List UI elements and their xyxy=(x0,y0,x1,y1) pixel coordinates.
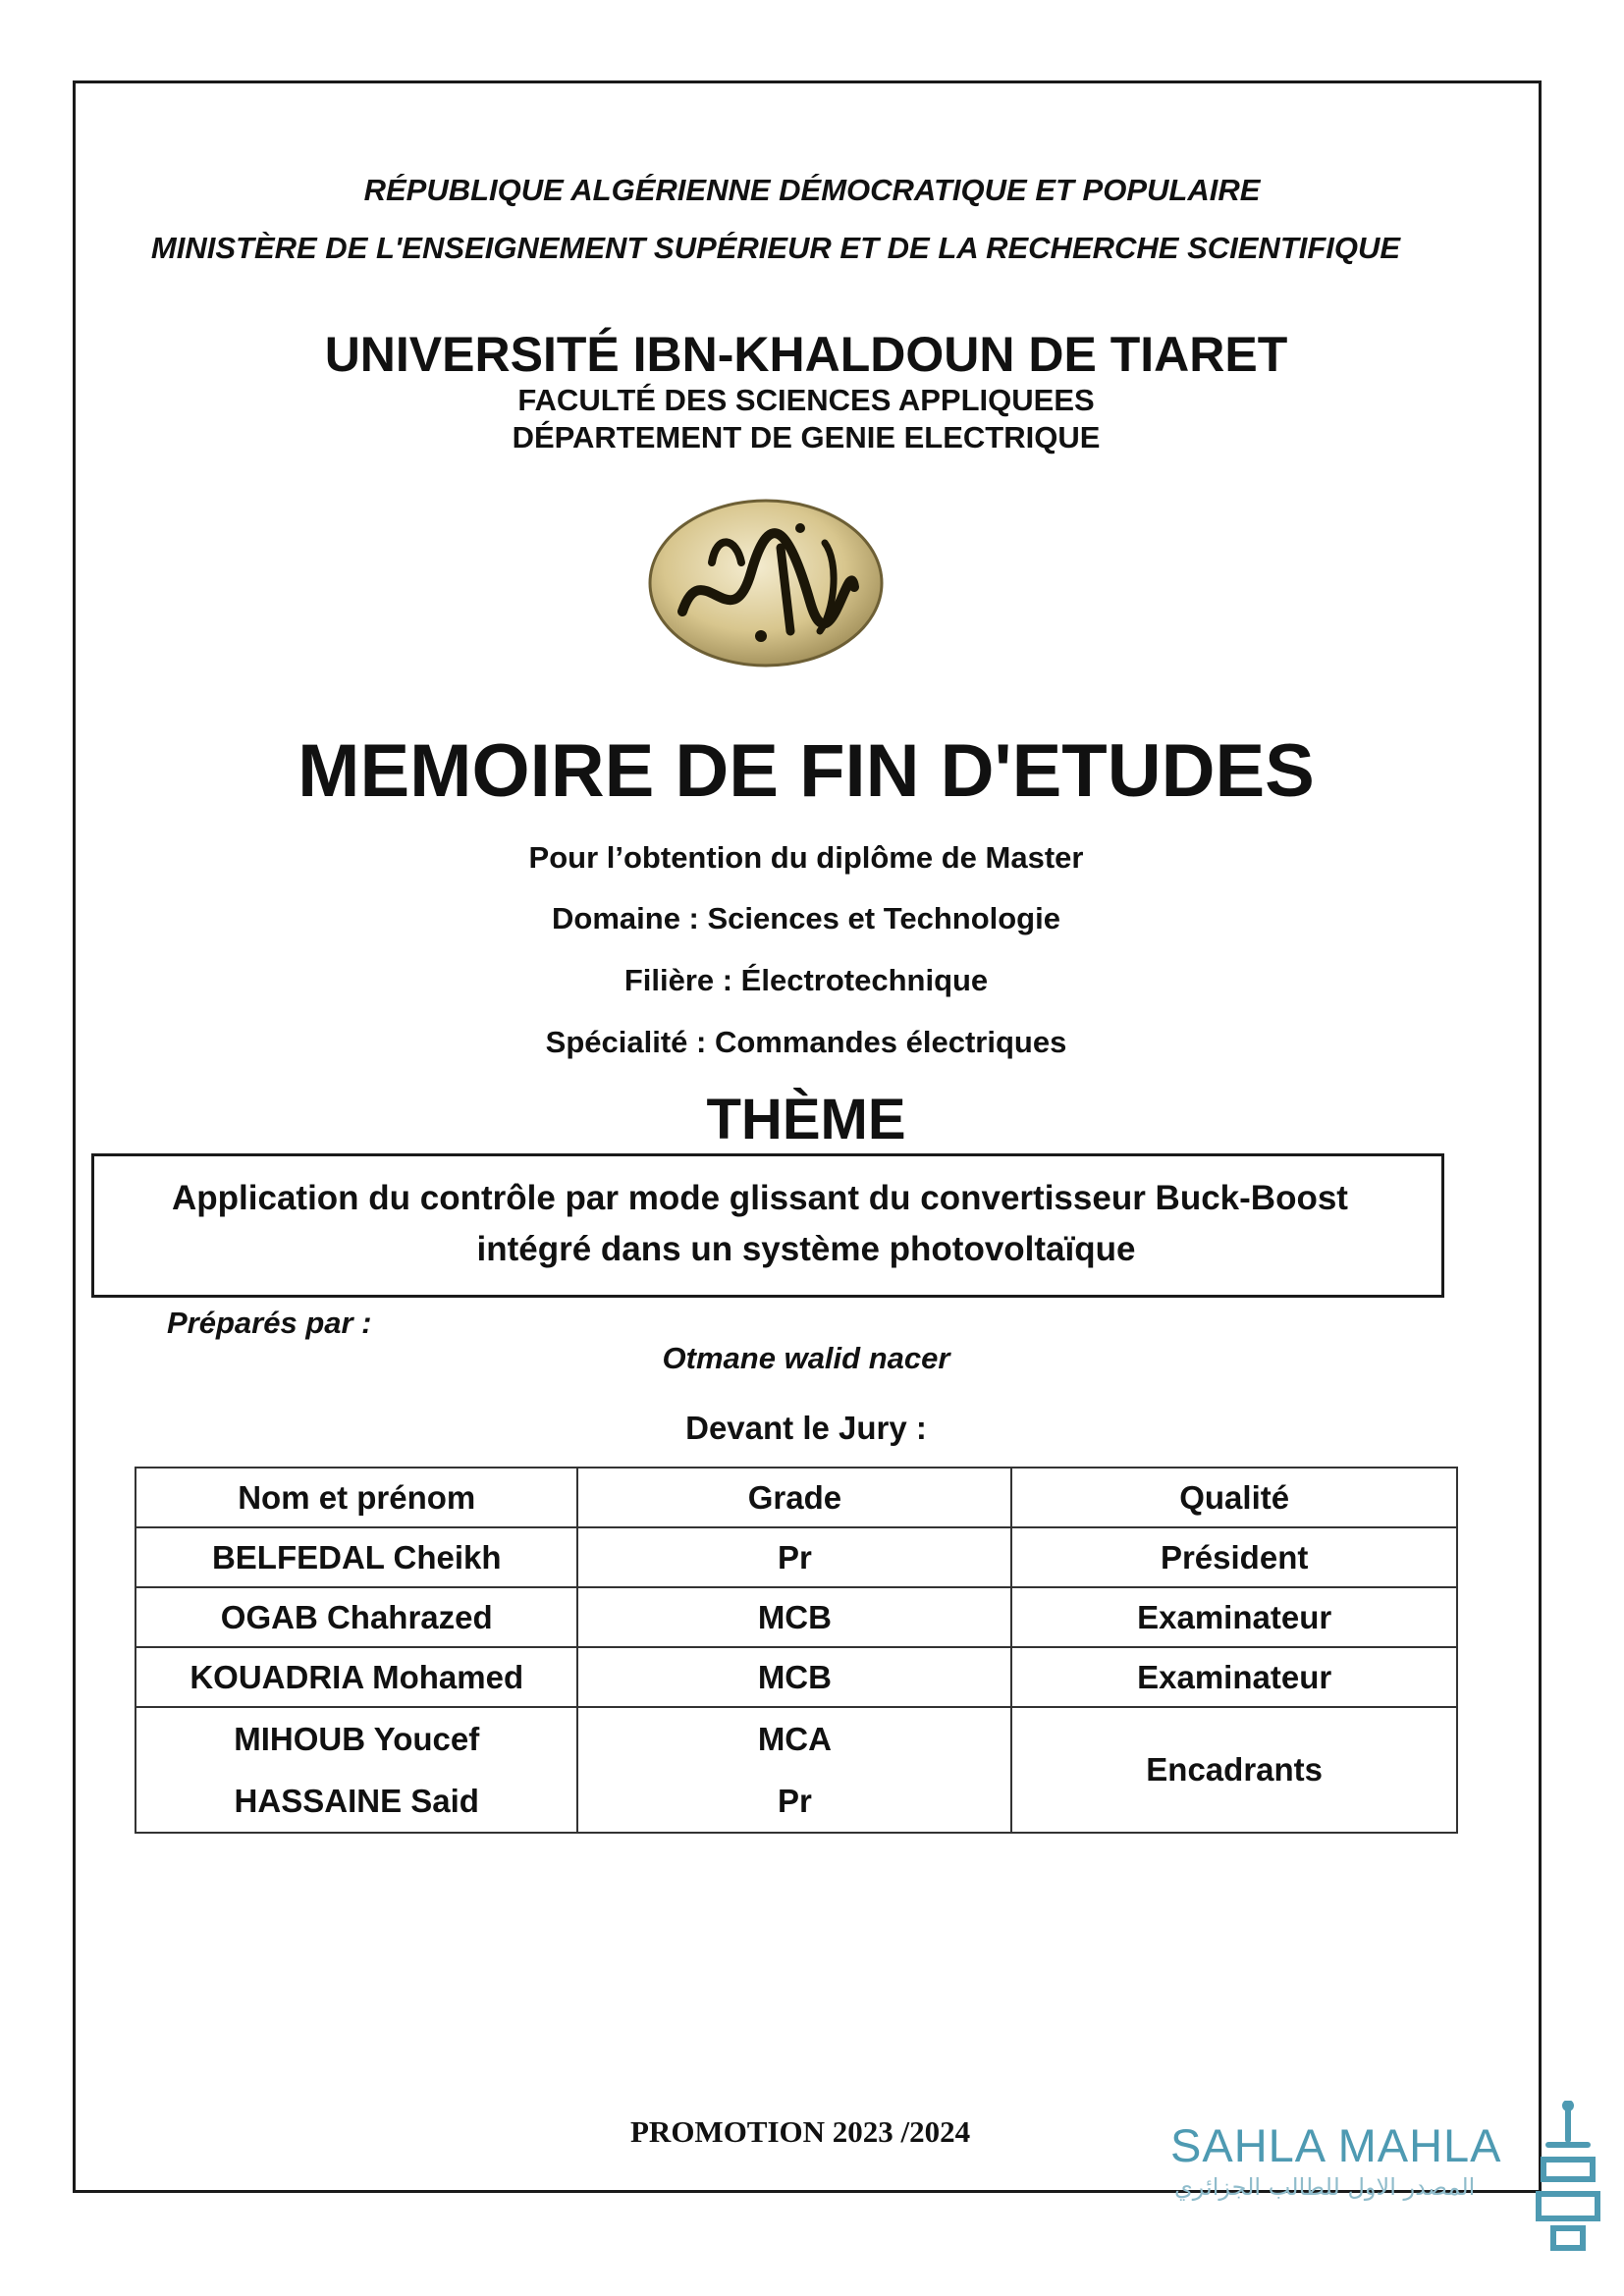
university-name: UNIVERSITÉ IBN-KHALDOUN DE TIARET xyxy=(324,327,1288,382)
jury-role: Président xyxy=(1011,1527,1457,1587)
theme-heading: THÈME xyxy=(706,1088,906,1151)
jury-grade: MCB xyxy=(577,1647,1011,1707)
specialty-line: Spécialité : Commandes électriques xyxy=(545,1025,1067,1059)
jury-table xyxy=(135,1467,1458,1834)
republic-heading: RÉPUBLIQUE ALGÉRIENNE DÉMOCRATIQUE ET POPULAIRE xyxy=(363,173,1261,207)
table-row xyxy=(135,1527,1457,1587)
supervisor-name: MIHOUB Youcef xyxy=(234,1721,480,1757)
jury-grade: Pr xyxy=(577,1527,1011,1587)
department-name: DÉPARTEMENT DE GENIE ELECTRIQUE xyxy=(512,420,1101,454)
jury-role: Examinateur xyxy=(1011,1647,1457,1707)
supervisor-grade: Pr xyxy=(777,1783,812,1819)
sahla-mahla-watermark[interactable] xyxy=(1170,2118,1622,2295)
column-header: Nom et prénom xyxy=(135,1468,577,1527)
table-row xyxy=(135,1647,1457,1707)
jury-name: KOUADRIA Mohamed xyxy=(135,1647,577,1707)
faculty-name: FACULTÉ DES SCIENCES APPLIQUEES xyxy=(517,383,1095,417)
jury-role: Examinateur xyxy=(1011,1587,1457,1647)
table-row xyxy=(135,1707,1457,1833)
theme-title-line-1: Application du contrôle par mode glissant du convertisseur Buck-Boost xyxy=(172,1179,1348,1217)
jury-heading: Devant le Jury : xyxy=(685,1410,927,1446)
prepared-by-label: Préparés par : xyxy=(167,1306,372,1340)
supervisor-names xyxy=(135,1707,577,1833)
column-header: Qualité xyxy=(1011,1468,1457,1527)
calligraphy-logo-icon xyxy=(1519,2101,1617,2258)
supervisor-name: HASSAINE Said xyxy=(234,1783,479,1819)
theme-box xyxy=(91,1153,1444,1298)
supervisor-grade: MCA xyxy=(757,1721,832,1757)
jury-name: OGAB Chahrazed xyxy=(135,1587,577,1647)
author-name: Otmane walid nacer xyxy=(662,1341,950,1375)
table-row xyxy=(135,1587,1457,1647)
jury-name: BELFEDAL Cheikh xyxy=(135,1527,577,1587)
domain-line: Domaine : Sciences et Technologie xyxy=(552,901,1060,935)
promotion-year: PROMOTION 2023 /2024 xyxy=(630,2114,971,2149)
university-emblem xyxy=(643,494,889,672)
column-header: Grade xyxy=(577,1468,1011,1527)
document-title: MEMOIRE DE FIN D'ETUDES xyxy=(298,729,1315,813)
jury-grade: MCB xyxy=(577,1587,1011,1647)
table-header-row xyxy=(135,1468,1457,1527)
supervisor-grades xyxy=(577,1707,1011,1833)
diploma-line: Pour l’obtention du diplôme de Master xyxy=(528,840,1084,875)
watermark-brand: SAHLA MAHLA xyxy=(1170,2119,1502,2171)
ministry-heading: MINISTÈRE DE L'ENSEIGNEMENT SUPÉRIEUR ET DE LA RECHERCHE SCIENTIFIQUE xyxy=(150,231,1401,265)
field-line: Filière : Électrotechnique xyxy=(623,963,989,997)
theme-title-line-2: intégré dans un système photovoltaïque xyxy=(476,1230,1136,1268)
watermark-tagline: المصدر الاول للطالب الجزائري xyxy=(1174,2173,1476,2201)
supervisor-role: Encadrants xyxy=(1011,1707,1457,1833)
